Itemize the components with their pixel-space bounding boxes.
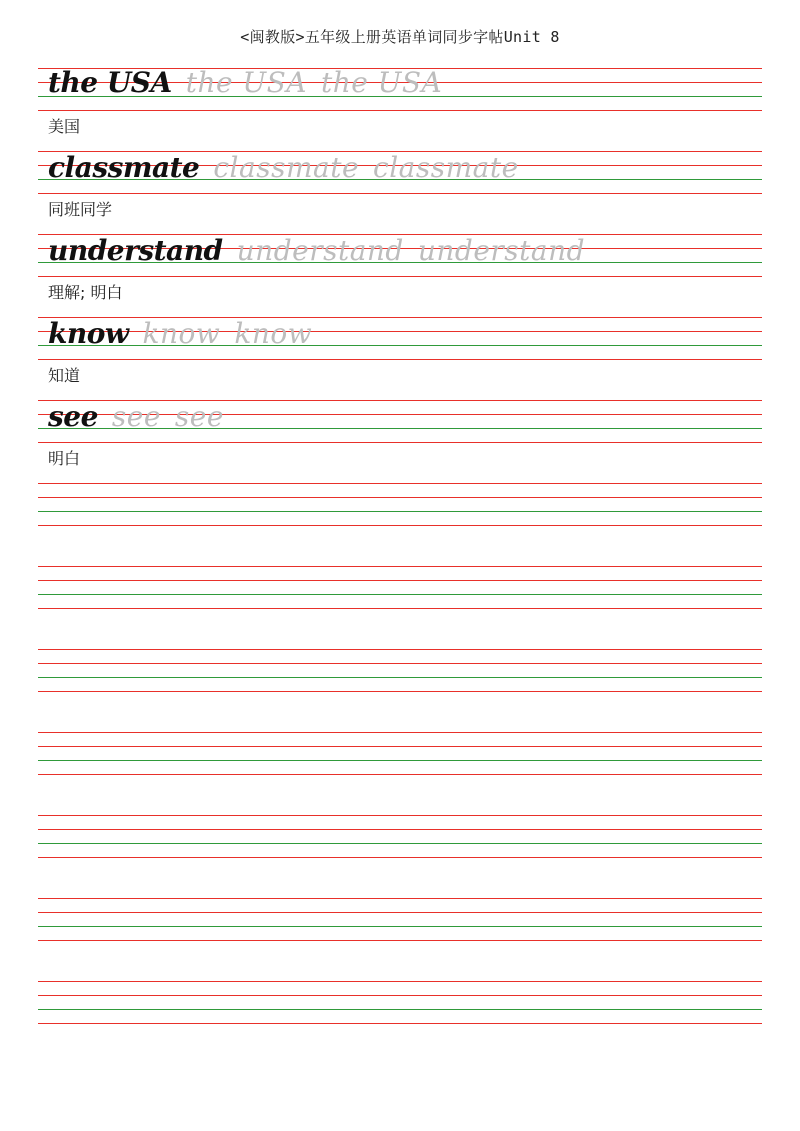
word-main: know [48, 317, 129, 350]
guide-line [38, 359, 762, 360]
guide-line [38, 649, 762, 650]
guide-line [38, 774, 762, 775]
word-trace: classmate [373, 151, 519, 184]
guide-line [38, 110, 762, 111]
word-trace: know [234, 317, 313, 350]
word-trace: the USA [320, 66, 443, 99]
guide-line [38, 898, 762, 899]
guide-line [38, 193, 762, 194]
guide-line [38, 912, 762, 913]
page-title: <闽教版>五年级上册英语单词同步字帖Unit 8 [240, 28, 560, 46]
word-meaning-4: 知道 [48, 366, 81, 385]
word-trace: understand [236, 234, 404, 267]
guide-line [38, 442, 762, 443]
guide-line [38, 732, 762, 733]
word-main: see [48, 400, 98, 433]
word-trace: know [142, 317, 221, 350]
word-main: the USA [48, 66, 172, 99]
guide-line [38, 829, 762, 830]
word-trace: the USA [185, 66, 307, 99]
word-trace: see [174, 400, 224, 433]
word-trace: classmate [213, 151, 360, 184]
baseline-guide-line [38, 677, 762, 678]
guide-line [38, 608, 762, 609]
guide-line [38, 857, 762, 858]
guide-line [38, 276, 762, 277]
word-trace: understand [417, 234, 586, 267]
baseline-guide-line [38, 594, 762, 595]
guide-line [38, 691, 762, 692]
guide-line [38, 940, 762, 941]
guide-line [38, 1023, 762, 1024]
word-main: understand [48, 234, 223, 267]
baseline-guide-line [38, 926, 762, 927]
baseline-guide-line [38, 760, 762, 761]
guide-line [38, 995, 762, 996]
guide-line [38, 566, 762, 567]
guide-line [38, 580, 762, 581]
word-row-4 [48, 317, 312, 357]
baseline-guide-line [38, 1009, 762, 1010]
word-row-2 [48, 151, 519, 191]
word-meaning-2: 同班同学 [48, 200, 113, 219]
word-meaning-3: 理解; 明白 [48, 283, 123, 302]
baseline-guide-line [38, 511, 762, 512]
baseline-guide-line [38, 843, 762, 844]
word-row-1 [48, 66, 442, 106]
guide-line [38, 815, 762, 816]
guide-line [38, 497, 762, 498]
guide-line [38, 525, 762, 526]
word-meaning-1: 美国 [48, 117, 81, 136]
guide-line [38, 483, 762, 484]
word-row-5 [48, 400, 224, 440]
word-trace: see [111, 400, 161, 433]
guide-line [38, 746, 762, 747]
word-row-3 [48, 234, 585, 274]
word-main: classmate [48, 151, 200, 184]
guide-line [38, 663, 762, 664]
word-meaning-5: 明白 [48, 449, 81, 468]
guide-line [38, 981, 762, 982]
